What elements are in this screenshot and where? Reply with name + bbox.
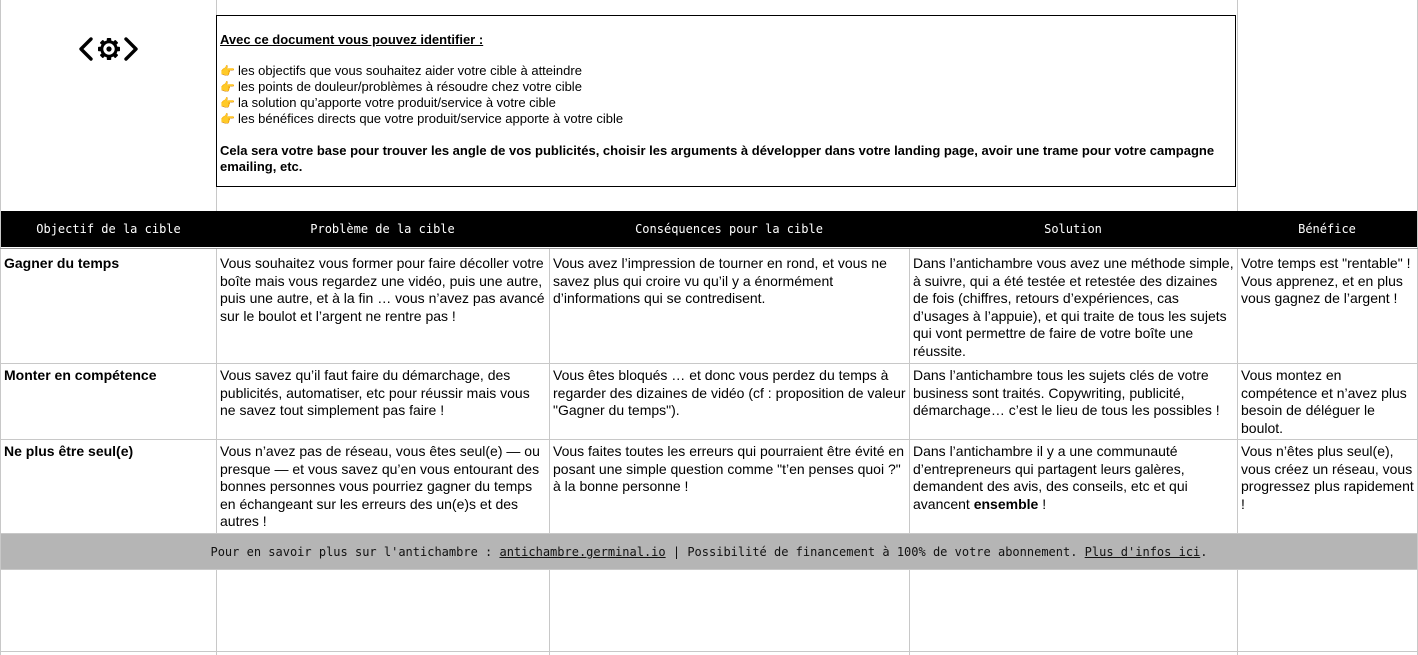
intro-outro: Cela sera votre base pour trouver les angle de vos publicités, choisir les arguments à développer dans votre landing page, avoir une trame pour votre campagne emailing, etc. xyxy=(220,143,1215,174)
header-benefice: Bénéfice xyxy=(1298,222,1356,236)
antichambre-link[interactable]: antichambre.germinal.io xyxy=(499,545,666,559)
footer-banner: Pour en savoir plus sur l'antichambre : antichambre.germinal.io | Possibilité de financement à 100% de votre abonnement. Plus d'infos ici. xyxy=(1,534,1417,569)
header-consequences: Conséquences pour la cible xyxy=(635,222,823,236)
cell-problem[interactable]: Vous savez qu’il faut faire du démarchage, des publicités, automatiser, etc pour réussir mais vous ne savez tout simplement pas faire ! xyxy=(220,367,530,419)
list-item: 👉 les points de douleur/problèmes à résoudre chez votre cible xyxy=(220,79,582,94)
cell-goal[interactable]: Ne plus être seul(e) xyxy=(4,443,134,459)
pointing-hand-icon: 👉 xyxy=(220,64,235,78)
cell-consequence[interactable]: Vous avez l’impression de tourner en rond, et vous ne savez plus qui croire vu qu’il y a énormément d’informations qui se contredisent. xyxy=(553,255,887,307)
pointing-hand-icon: 👉 xyxy=(220,80,235,94)
header-objectif: Objectif de la cible xyxy=(36,222,181,236)
logo xyxy=(78,34,140,64)
chevron-left-icon xyxy=(81,39,91,59)
emphasis-text: ensemble xyxy=(973,495,1039,512)
pointing-hand-icon: 👉 xyxy=(220,96,235,110)
intro-bullet-list xyxy=(220,63,1232,127)
list-item: 👉 la solution qu’apporte votre produit/service à votre cible xyxy=(220,95,556,110)
header-solution: Solution xyxy=(1044,222,1102,236)
cell-goal[interactable]: Gagner du temps xyxy=(4,255,120,271)
cell-solution[interactable]: Dans l’antichambre il y a une communauté d’entrepreneurs qui partagent leurs galères, demandent des avis, des conseils, etc et qui avancent ensemble ! xyxy=(913,443,1188,512)
header-probleme: Problème de la cible xyxy=(310,222,455,236)
intro-title: Avec ce document vous pouvez identifier : xyxy=(220,32,484,47)
cell-consequence[interactable]: Vous êtes bloqués … et donc vous perdez du temps à regarder des dizaines de vidéo (cf : proposition de valeur "Gagner du temps"). xyxy=(553,367,906,419)
table-header-row xyxy=(1,211,1417,247)
cell-benefit[interactable]: Votre temps est "rentable" ! Vous apprenez, et en plus vous gagnez de l’argent ! xyxy=(1241,255,1411,307)
cell-problem[interactable]: Vous souhaitez vous former pour faire décoller votre boîte mais vous regardez une vidéo, puis une autre, puis une autre, et à la fin … vous n’avez pas avancé sur le boulot et l’argent ne rentre pas ! xyxy=(220,255,545,324)
cell-solution[interactable]: Dans l’antichambre vous avez une méthode simple, à suivre, qui a été testée et retestée des dizaines de fois (chiffres, retours d’expériences, cas d’usages à l’appuie), et qui traite de tous les sujets qui vont permettre de faire de votre boîte une réussite. xyxy=(913,255,1234,359)
intro-box xyxy=(216,15,1236,187)
cell-problem[interactable]: Vous n’avez pas de réseau, vous êtes seul(e) — ou presque — et vous savez qu’en vous entourant des bonnes personnes vous pourriez gagner du temps en échangeant sur les erreurs des un(e)s et des autres ! xyxy=(220,443,540,530)
cell-solution[interactable]: Dans l’antichambre tous les sujets clés de votre business sont traités. Copywriting, publicité, démarchage… c’est le lieu de tous les possibles ! xyxy=(913,367,1220,419)
chevron-right-icon xyxy=(126,39,136,59)
cell-consequence[interactable]: Vous faites toutes les erreurs qui pourraient être évité en posant une simple question comme "t’en penses quoi ?" à la bonne personne ! xyxy=(553,443,904,495)
cell-benefit[interactable]: Vous n’êtes plus seul(e), vous créez un réseau, vous progressez plus rapidement ! xyxy=(1241,443,1414,512)
list-item: 👉 les objectifs que vous souhaitez aider votre cible à atteindre xyxy=(220,63,582,78)
more-info-link[interactable]: Plus d'infos ici xyxy=(1084,545,1201,559)
pointing-hand-icon: 👉 xyxy=(220,112,235,126)
gear-icon xyxy=(98,38,120,60)
cell-benefit[interactable]: Vous montez en compétence et n’avez plus besoin de déléguer le boulot. xyxy=(1241,367,1407,436)
cell-goal[interactable]: Monter en compétence xyxy=(4,367,157,383)
list-item: 👉 les bénéfices directs que votre produit/service apporte à votre cible xyxy=(220,111,624,126)
